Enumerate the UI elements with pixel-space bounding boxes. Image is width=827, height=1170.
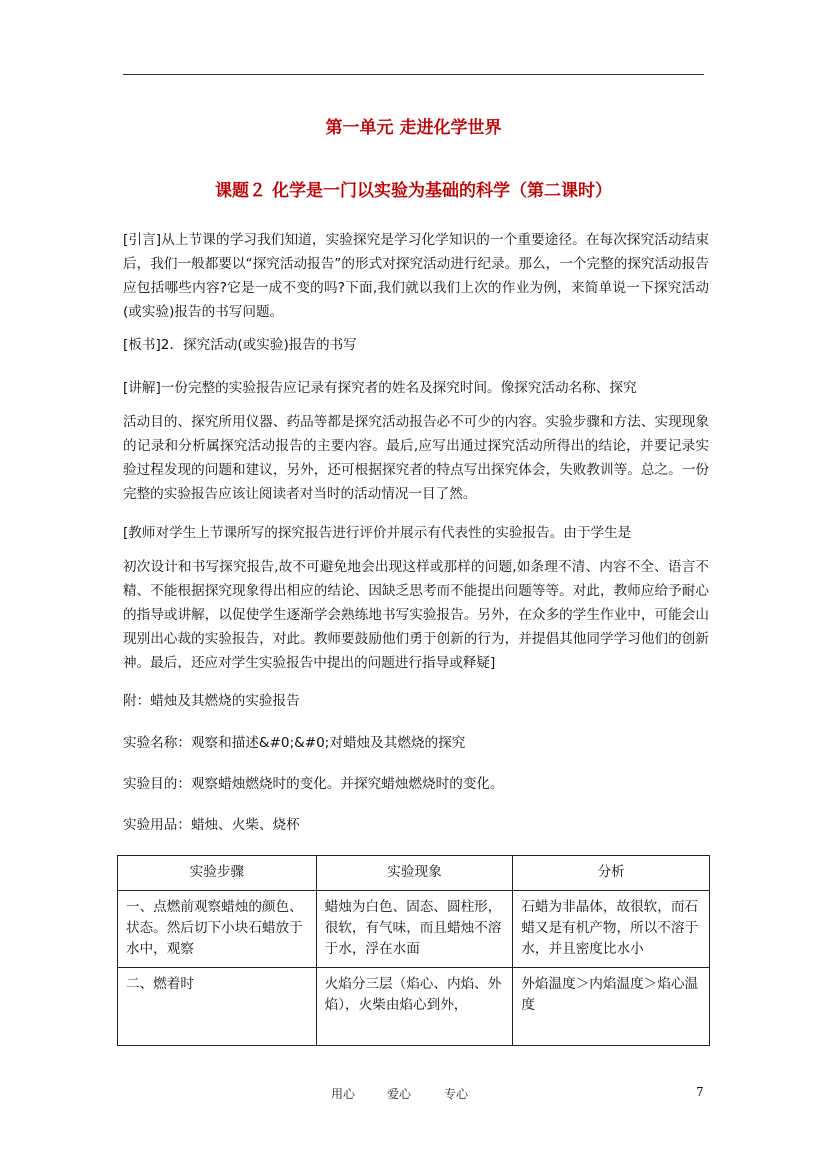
table-cell: 石蜡为非晶体，故很软，而石蜡又是有机产物，所以不溶于水，并且密度比水小: [513, 891, 710, 968]
lecture-paragraph: 活动目的、探究所用仪器、药品等都是探究活动报告必不可少的内容。实验步骤和方法、实现现象的记录和分析属探究活动报告的主要内容。最后,应写出通过探究活动所得出的结论，并要记录实验过程发现的问题和建议，另外，还可根据探究者的特点写出探究体会，失败教训等。总之。一份完整的实验报告应该让阅读者对当时的活动情况一目了然。: [123, 414, 709, 502]
table-cell: 蜡烛为白色、固态、圆柱形，很软，有气味，而且蜡烛不溶于水，浮在水面: [316, 891, 513, 968]
table-cell: 外焰温度＞内焰温度＞焰心温度: [513, 968, 710, 1046]
table-cell: 一、点燃前观察蜡烛的颜色、状态。然后切下小块石蜡放于水中，观察: [118, 891, 317, 968]
intro-paragraph: [引言]从上节课的学习我们知道，实验探究是学习化学知识的一个重要途径。在每次探究活动结束后，我们一般都要以“探究活动报告”的形式对探究活动进行纪录。那么，一个完整的探究活动报告应包括哪些内容?它是一成不变的吗?下面,我们就以我们上次的作业为例，来简单说一下探究活动(或实验)报告的书写问题。: [123, 232, 709, 320]
header-rule: [123, 74, 704, 75]
appendix-line: 附：蜡烛及其燃烧的实验报告: [123, 693, 300, 709]
header-phenomena: 实验现象: [316, 856, 513, 891]
page-number: 7: [696, 1085, 704, 1099]
table-header-row: [118, 856, 710, 891]
teacher-first-line: [教师对学生上节课所写的探究报告进行评价并展示有代表性的实验报告。由于学生是: [123, 525, 632, 541]
table-row: [118, 891, 710, 968]
experiment-table: [117, 855, 710, 1046]
footer-item: 专心: [444, 1087, 469, 1101]
teacher-paragraph: 初次设计和书写探究报告,故不可避免地会出现这样或那样的问题,如条理不清、内容不全、语言不精、不能根据探究现象得出相应的结论、因缺乏思考而不能提出问题等等。对此，教师应给予耐心的指导或讲解，以促使学生逐渐学会熟练地书写实验报告。另外，在众多的学生作业中，可能会山现别出心裁的实验报告，对此。教师要鼓励他们勇于创新的行为，并提倡其他同学学习他们的创新神。最后，还应对学生实验报告中提出的问题进行指导或释疑]: [123, 559, 709, 671]
header-steps: 实验步骤: [118, 856, 317, 891]
table-cell: 二、燃着时: [118, 968, 317, 1046]
header-analysis: 分析: [513, 856, 710, 891]
table-cell: 火焰分三层（焰心、内焰、外焰），火柴由焰心到外，: [316, 968, 513, 1046]
experiment-goal: 实验目的：观察蜡烛燃烧时的变化。并探究蜡烛燃烧时的变化。: [123, 776, 504, 792]
lesson-title: 课题２ 化学是一门以实验为基础的科学（第二课时）: [215, 181, 612, 201]
footer-item: 爱心: [387, 1087, 412, 1101]
unit-title: 第一单元 走进化学世界: [325, 118, 502, 138]
experiment-items: 实验用品：蜡烛、火柴、烧杯: [123, 817, 300, 833]
board-line: [板书]2．探究活动(或实验)报告的书写: [123, 337, 357, 353]
footer-item: 用心: [331, 1087, 356, 1101]
experiment-name: 实验名称：观察和描述&#0;&#0;对蜡烛及其燃烧的探究: [123, 735, 466, 751]
lecture-first-line: [讲解]一份完整的实验报告应记录有探究者的姓名及探究时间。像探究活动名称、探究: [123, 380, 637, 396]
table-row: [118, 968, 710, 1046]
